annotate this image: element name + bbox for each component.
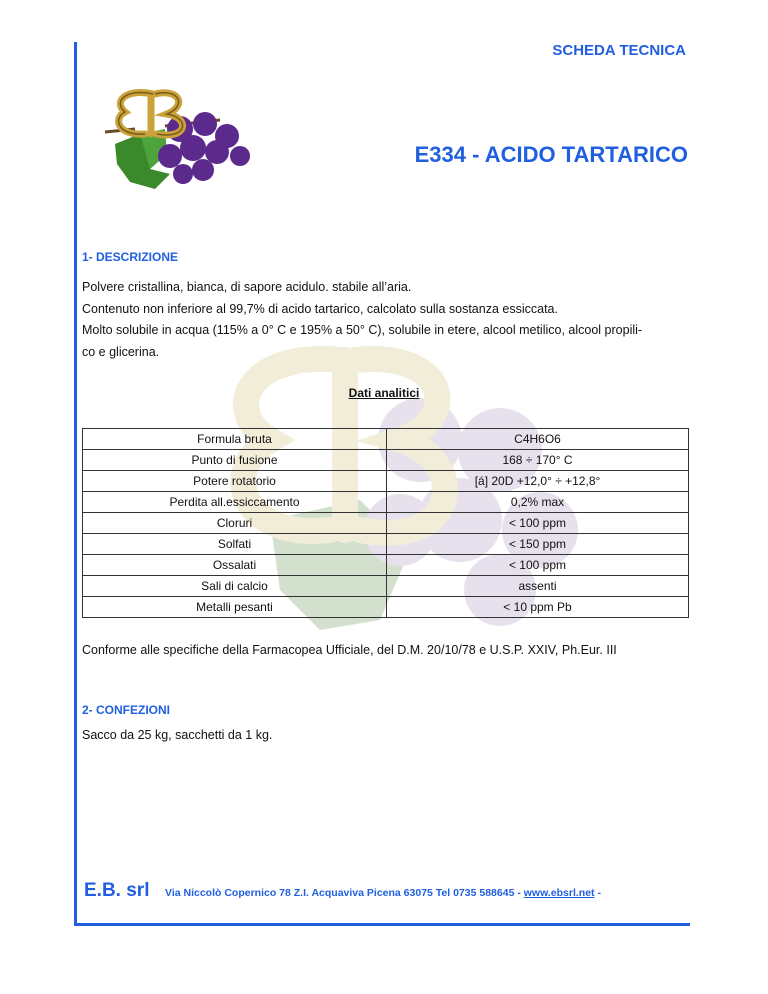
table-cell-name: Perdita all.essiccamento [83,492,387,513]
table-row [83,429,689,450]
section-heading-descrizione: 1- DESCRIZIONE [82,250,179,264]
table-row [83,597,689,618]
table-row [83,513,689,534]
document-type-label: SCHEDA TECNICA [552,42,686,59]
eb-grapes-logo-icon [95,74,265,204]
footer-trail: - [594,887,601,899]
table-cell-value: 168 ÷ 170° C [387,450,689,471]
description-line: Contenuto non inferiore al 99,7% di acido tartarico, calcolato sulla sostanza essiccata. [82,301,558,316]
table-row [83,576,689,597]
footer-brand: E.B. srl [84,880,150,901]
section-heading-confezioni: 2- CONFEZIONI [82,703,171,717]
product-title: E334 - ACIDO TARTARICO [414,142,688,167]
table-cell-name: Potere rotatorio [83,471,387,492]
table-row [83,450,689,471]
table-row [83,555,689,576]
page-frame-bottom [74,923,690,926]
table-row [83,492,689,513]
table-cell-name: Solfati [83,534,387,555]
table-cell-value: < 150 ppm [387,534,689,555]
table-row [83,534,689,555]
page-frame-left [74,42,77,926]
description-line: Polvere cristallina, bianca, di sapore acidulo. stabile all’aria. [82,280,412,294]
description-line: Molto solubile in acqua (115% a 0° C e 195% a 50° C), solubile in etere, alcool metilico, alcool propili- [82,323,643,337]
table-cell-value: < 100 ppm [387,555,689,576]
table-cell-value: assenti [387,576,689,597]
table-row [83,471,689,492]
table-cell-name: Sali di calcio [83,576,387,597]
table-cell-name: Punto di fusione [83,450,387,471]
table-cell-value: 0,2% max [387,492,689,513]
table-cell-name: Formula bruta [83,429,387,450]
table-cell-name: Metalli pesanti [83,597,387,618]
table-title: Dati analitici [348,386,420,400]
table-cell-value: C4H6O6 [387,429,689,450]
description-line: co e glicerina. [82,344,160,359]
description-text [82,277,692,363]
footer-info [165,887,601,899]
conformity-note: Conforme alle specifiche della Farmacopea Ufficiale, del D.M. 20/10/78 e U.S.P. XXIV, Ph.Eur. III [82,643,617,657]
website-link[interactable]: www.ebsrl.net [523,887,595,899]
table-cell-name: Ossalati [83,555,387,576]
footer-address: Via Niccolò Copernico 78 Z.I. Acquaviva Picena 63075 Tel 0735 588645 - [165,887,524,899]
table-cell-value: < 10 ppm Pb [387,597,689,618]
table-cell-name: Cloruri [83,513,387,534]
table-cell-value: < 100 ppm [387,513,689,534]
packaging-text: Sacco da 25 kg, sacchetti da 1 kg. [82,728,273,742]
analytics-table [82,428,689,618]
table-cell-value: [á] 20D +12,0° ÷ +12,8° [387,471,689,492]
